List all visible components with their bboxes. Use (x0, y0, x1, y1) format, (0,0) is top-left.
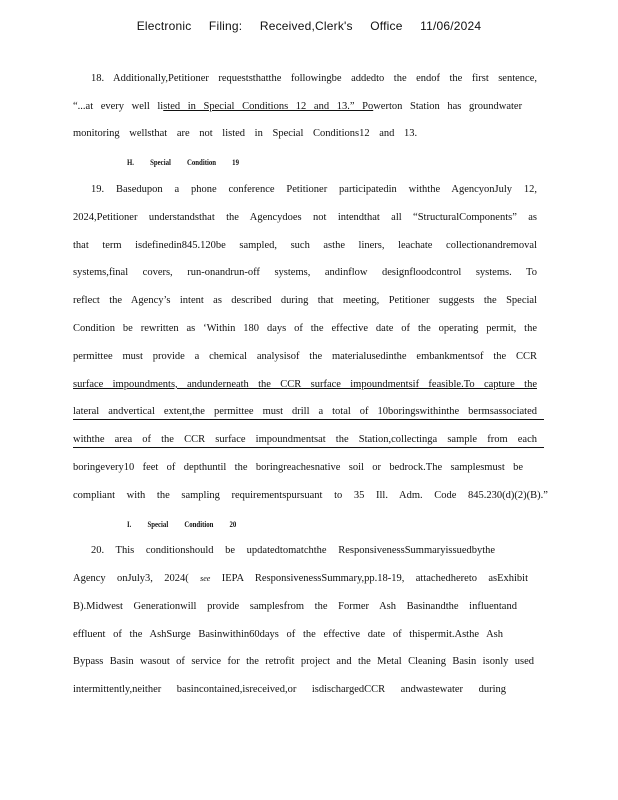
para19-line9: lateral andvertical extent,the permittee must drill a total of 10boringswithinthe bermsassociated (73, 406, 537, 417)
para19-line10: withthe area of the CCR surface impoundmentsat the Station,collectinga sample from each (73, 434, 537, 445)
para20-line4: effluent of the AshSurge Basinwithin60days of the effective date of thispermit.Asthe Ash (73, 629, 503, 640)
heading-special-condition-19: H. Special Condition 19 (127, 157, 239, 167)
para19-line6: Condition be rewritten as ‘Within 180 days of the effective date of the operating permit, the (73, 323, 537, 334)
electronic-filing-header: Electronic Filing: Received,Clerk's Office 11/06/2024 (136, 19, 482, 33)
para19-line12: compliant with the sampling requirementspursuant to 35 Ill. Adm. Code 845.230(d)(2)(B).” (73, 490, 548, 501)
para20-line2-start: Agency onJuly3, 2024( (73, 573, 189, 584)
para19-line2: 2024,Petitioner understandsthat the Agencydoes not intendthat all “StructuralComponents” as (73, 212, 537, 223)
para20-line3: B).Midwest Generationwill provide samplesfrom the Former Ash Basinandthe influentand (73, 601, 517, 612)
para18-line2 (73, 101, 537, 112)
para20-line1: 20. This conditionshould be updatedtomatchthe ResponsivenessSummaryissuedbythe (91, 545, 496, 556)
para19-underline-rule-1 (73, 419, 544, 420)
para19-line1: 19. Basedupon a phone conference Petitioner participatedin withthe AgencyonJuly 12, (91, 184, 537, 195)
para18-line2-end: werton Station has groundwater (373, 101, 523, 112)
para19-line4: systems,final covers, run-onandrun-off systems, andinflow designfloodcontrol systems. To (73, 267, 537, 278)
para18-underlined-text: sted in Special Conditions 12 and 13.” Po (163, 101, 374, 112)
para20-line2-end: IEPA ResponsivenessSummary,pp.18-19, attachedhereto asExhibit (221, 573, 529, 584)
para18-line3: monitoring wellsthat are not listed in Special Conditions12 and 13. (73, 128, 418, 139)
para19-line5: reflect the Agency’s intent as described during that meeting, Petitioner suggests the Special (73, 295, 537, 306)
para20-line2 (73, 573, 528, 584)
heading-special-condition-20: I. Special Condition 20 (127, 519, 237, 529)
para19-line3: that term isdefinedin845.120be sampled, such asthe liners, leachate collectionandremoval (73, 240, 537, 251)
para19-underline-rule-2 (73, 447, 544, 448)
para19-line7: permittee must provide a chemical analysisof the materialusedinthe embankmentsof the CCR (73, 351, 537, 362)
para19-line11: boringevery10 feet of depthuntil the boringreachesnative soil or bedrock.The samplesmust be (73, 462, 523, 473)
para19-line8-underlined: surface impoundments, andunderneath the CCR surface impoundmentsif feasible.To capture the (73, 379, 537, 390)
para20-line6: intermittently,neither basincontained,isreceived,or isdischargedCCR andwastewater during (73, 684, 506, 695)
para20-line5: Bypass Basin wasout of service for the retrofit project and the Metal Cleaning Basin isonly used (73, 656, 534, 667)
para18-line2-start: “...at every well li (73, 101, 164, 112)
see-signal-italic: see (200, 574, 211, 583)
para18-line1: 18. Additionally,Petitioner requeststhatthe followingbe addedto the endof the first sentence, (91, 73, 537, 84)
